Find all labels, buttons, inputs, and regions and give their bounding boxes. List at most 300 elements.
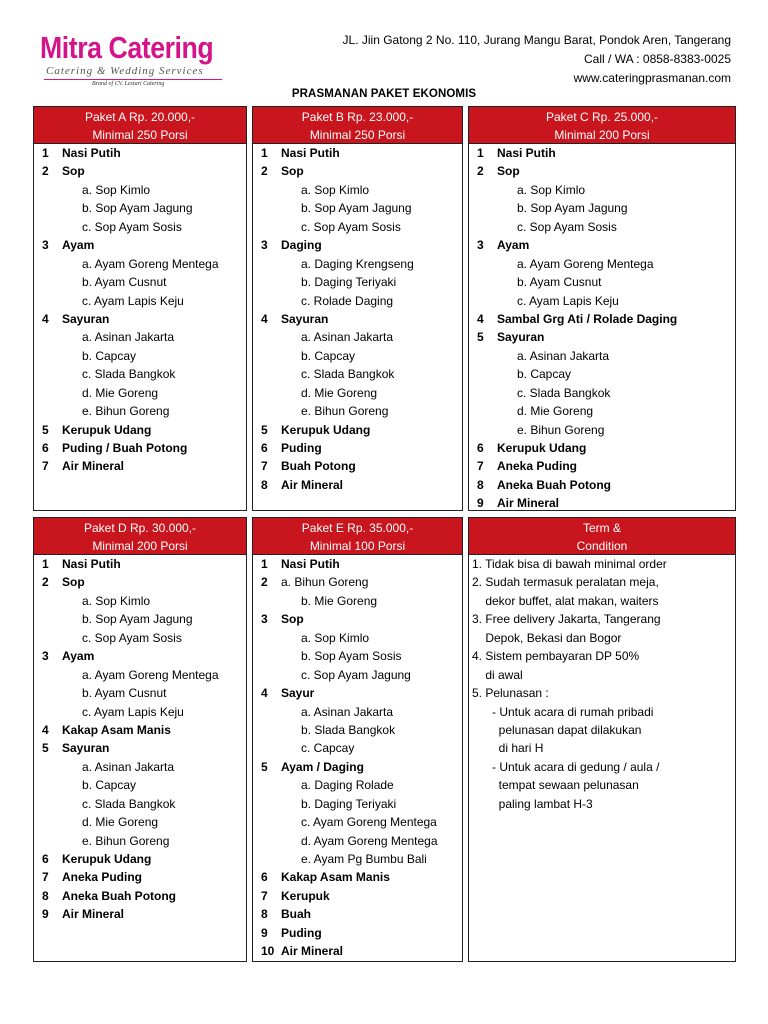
item-number: 6 (477, 441, 484, 455)
item-sublabel: d. Mie Goreng (82, 815, 159, 830)
list-item (34, 647, 246, 665)
item-sublabel: d. Mie Goreng (82, 385, 159, 400)
item-sublabel: b. Capcay (82, 348, 137, 363)
item-number: 7 (42, 459, 49, 474)
list-item (253, 218, 462, 236)
list-item (34, 850, 246, 868)
list-item (469, 476, 735, 494)
item-number (34, 703, 58, 721)
item-number (253, 647, 277, 665)
item-number: 8 (477, 477, 484, 492)
item-sublabel: b. Mie Goreng (301, 593, 378, 608)
item-number: 3 (261, 238, 268, 253)
item-number: 6 (261, 441, 268, 455)
item-number (253, 181, 277, 199)
item-number: 6 (42, 852, 49, 866)
list-item (253, 573, 462, 591)
list-item (34, 776, 246, 794)
item-number (34, 365, 58, 383)
list-item (253, 942, 462, 960)
terms-title-line2: Condition (576, 539, 628, 553)
item-label: Sayur (281, 686, 315, 701)
item-number (469, 292, 493, 310)
item-number: 8 (261, 477, 268, 492)
item-number: 9 (477, 496, 484, 511)
item-number (34, 181, 58, 199)
list-item (253, 795, 462, 813)
item-sublabel: d. Ayam Goreng Mentega (301, 833, 438, 848)
list-item (34, 236, 246, 254)
list-item (34, 758, 246, 776)
logo-divider (44, 79, 222, 80)
item-label: Ayam (62, 649, 95, 664)
list-item (34, 592, 246, 610)
item-number: 7 (42, 870, 49, 885)
item-label: Nasi Putih (281, 146, 340, 160)
terms-line: pelunasan dapat dilakukan (472, 722, 642, 737)
item-number: 3 (42, 238, 49, 253)
list-item (34, 555, 246, 573)
item-sublabel: b. Sop Ayam Jagung (82, 201, 193, 216)
item-number: 6 (42, 441, 49, 455)
list-item (253, 273, 462, 291)
item-label: Sop (281, 612, 304, 627)
item-sublabel: b. Daging Teriyaki (301, 275, 397, 290)
item-label: Ayam (62, 238, 95, 253)
list-item (253, 813, 462, 831)
list-item (253, 647, 462, 665)
item-number (34, 758, 58, 776)
item-number: 5 (261, 422, 268, 437)
list-item (253, 666, 462, 684)
item-number (253, 199, 277, 217)
list-item (34, 218, 246, 236)
list-item (469, 347, 735, 365)
item-sublabel: b. Sop Ayam Jagung (301, 201, 412, 216)
package-items (34, 555, 246, 924)
package-items (253, 555, 462, 961)
list-item (34, 292, 246, 310)
item-number (253, 347, 277, 365)
item-sublabel: a. Sop Kimlo (82, 593, 151, 608)
package-title: Paket A Rp. 20.000,- (84, 110, 196, 124)
item-sublabel: a. Sop Kimlo (301, 182, 370, 197)
list-item (469, 199, 735, 217)
package-minimum: Minimal 250 Porsi (309, 128, 406, 142)
item-number: 4 (261, 686, 268, 701)
item-sublabel: a. Asinan Jakarta (82, 330, 175, 345)
list-item (469, 236, 735, 254)
item-sublabel: d. Mie Goreng (517, 404, 594, 419)
list-item (253, 721, 462, 739)
list-item (34, 610, 246, 628)
list-item (34, 868, 246, 886)
item-number (469, 384, 493, 402)
item-label: Sop (497, 164, 520, 179)
item-number (34, 402, 58, 420)
item-sublabel: c. Ayam Goreng Mentega (301, 815, 437, 830)
list-item (253, 457, 462, 475)
list-item (253, 439, 462, 457)
package-header (253, 107, 462, 144)
item-number (253, 721, 277, 739)
item-label: Buah (281, 907, 311, 922)
item-number (34, 273, 58, 291)
item-sublabel: a. Asinan Jakarta (301, 704, 394, 719)
item-label: Air Mineral (62, 459, 125, 474)
item-number (253, 666, 277, 684)
list-item (253, 310, 462, 328)
item-number: 1 (261, 146, 268, 160)
item-label: Buah Potong (281, 459, 356, 474)
item-sublabel: e. Bihun Goreng (517, 422, 605, 437)
item-number (34, 592, 58, 610)
item-sublabel: d. Mie Goreng (301, 385, 378, 400)
list-item (469, 365, 735, 383)
item-sublabel: b. Sop Ayam Jagung (82, 612, 193, 627)
item-sublabel: e. Bihun Goreng (301, 404, 389, 419)
item-sublabel: b. Ayam Cusnut (82, 275, 167, 290)
terms-line: 2. Sudah termasuk peralatan meja, (472, 575, 659, 590)
terms-header (469, 518, 735, 555)
list-item (34, 421, 246, 439)
item-number: 7 (261, 888, 268, 903)
item-number: 2 (42, 164, 49, 179)
item-number (34, 776, 58, 794)
list-item (34, 181, 246, 199)
item-sublabel: b. Ayam Cusnut (82, 686, 167, 701)
list-item (253, 758, 462, 776)
package-items (469, 144, 735, 513)
terms-list (469, 555, 735, 813)
item-label: Aneka Puding (497, 459, 578, 474)
item-number (34, 666, 58, 684)
item-label: Sop (62, 575, 85, 590)
item-number (34, 795, 58, 813)
item-label: Kerupuk Udang (62, 852, 152, 866)
list-item (253, 832, 462, 850)
item-label: Puding / Buah Potong (62, 441, 188, 455)
item-number (253, 703, 277, 721)
item-label: Nasi Putih (62, 146, 121, 160)
list-item (253, 703, 462, 721)
item-number: 1 (42, 557, 49, 571)
item-number: 4 (477, 311, 484, 326)
contact-info (343, 31, 731, 88)
list-item (469, 457, 735, 475)
item-sublabel: c. Sop Ayam Sosis (82, 219, 182, 234)
item-label: Air Mineral (281, 944, 344, 959)
list-item (253, 555, 462, 573)
item-label: Nasi Putih (497, 146, 556, 160)
item-label: Sayuran (62, 311, 110, 326)
list-item (34, 905, 246, 923)
list-item (469, 494, 735, 512)
item-number (253, 776, 277, 794)
item-label: Sop (62, 164, 85, 179)
list-item (253, 236, 462, 254)
item-number: 2 (261, 575, 268, 590)
package-items (253, 144, 462, 494)
item-number (469, 421, 493, 439)
item-label: Sop (281, 164, 304, 179)
item-number: 8 (261, 907, 268, 922)
list-item (253, 739, 462, 757)
list-item (253, 684, 462, 702)
logo-brand: Brand of CV. Lestari Catering (92, 81, 165, 87)
list-item (469, 439, 735, 457)
list-item (469, 328, 735, 346)
list-item (469, 384, 735, 402)
package-minimum: Minimal 200 Porsi (92, 539, 188, 553)
list-item (253, 476, 462, 494)
item-number (253, 273, 277, 291)
item-sublabel: a. Sop Kimlo (517, 182, 586, 197)
item-label: Nasi Putih (62, 557, 121, 571)
item-number (469, 365, 493, 383)
list-item (253, 162, 462, 180)
list-item (253, 144, 462, 162)
list-item (34, 795, 246, 813)
item-number (34, 629, 58, 647)
item-number (253, 813, 277, 831)
list-item (253, 402, 462, 420)
item-label: Kakap Asam Manis (281, 870, 390, 885)
list-item (469, 255, 735, 273)
list-item (253, 384, 462, 402)
item-number (253, 402, 277, 420)
item-sublabel: e. Ayam Pg Bumbu Bali (301, 852, 427, 866)
list-item (253, 610, 462, 628)
package-title: Paket E Rp. 35.000,- (301, 521, 414, 535)
terms-line: - Untuk acara di gedung / aula / (472, 759, 660, 774)
item-label: Kerupuk (281, 888, 330, 903)
list-item (34, 832, 246, 850)
page-title: PRASMANAN PAKET EKONOMIS (291, 88, 477, 100)
item-label: Aneka Puding (62, 870, 143, 885)
item-sublabel: c. Ayam Lapis Keju (517, 293, 619, 308)
item-sublabel: a. Daging Rolade (301, 778, 394, 793)
item-label: Kerupuk Udang (281, 422, 371, 437)
item-label: Kakap Asam Manis (62, 722, 171, 737)
list-item (469, 218, 735, 236)
list-item (253, 850, 462, 868)
item-label: Ayam / Daging (281, 759, 364, 774)
list-item (253, 592, 462, 610)
item-number: 4 (42, 722, 49, 737)
item-sublabel: c. Sop Ayam Sosis (301, 219, 401, 234)
item-number (34, 832, 58, 850)
item-number (253, 255, 277, 273)
list-item (469, 162, 735, 180)
phone: Call / WA : 0858-8383-0025 (584, 52, 731, 66)
item-number: 3 (477, 238, 484, 253)
list-item (34, 273, 246, 291)
item-sublabel: b. Sop Ayam Sosis (301, 649, 402, 664)
item-number: 5 (42, 422, 49, 437)
item-number (253, 292, 277, 310)
item-sublabel: c. Slada Bangkok (301, 367, 395, 382)
terms-line: 3. Free delivery Jakarta, Tangerang (472, 612, 661, 627)
list-item (253, 629, 462, 647)
item-number (469, 181, 493, 199)
list-item (34, 402, 246, 420)
list-item (34, 199, 246, 217)
item-number: 7 (477, 459, 484, 474)
item-label: Ayam (497, 238, 530, 253)
item-sublabel: b. Slada Bangkok (301, 722, 396, 737)
list-item (253, 421, 462, 439)
terms-line: - Untuk acara di rumah pribadi (472, 704, 654, 719)
item-number (253, 795, 277, 813)
item-number (34, 684, 58, 702)
package-minimum: Minimal 200 Porsi (554, 128, 650, 142)
item-sublabel: c. Sop Ayam Sosis (82, 630, 182, 645)
terms-line: 1. Tidak bisa di bawah minimal order (472, 557, 667, 571)
item-sublabel: c. Slada Bangkok (82, 367, 176, 382)
item-number (253, 384, 277, 402)
item-sublabel: a. Ayam Goreng Mentega (82, 256, 219, 271)
terms-line: 5. Pelunasan : (472, 686, 549, 701)
list-item (34, 887, 246, 905)
terms-box (468, 517, 736, 962)
item-label: Sambal Grg Ati / Rolade Daging (497, 311, 678, 326)
list-item (253, 292, 462, 310)
item-number (34, 610, 58, 628)
item-sublabel: c. Sop Ayam Sosis (517, 219, 617, 234)
item-sublabel: b. Capcay (301, 348, 356, 363)
item-number (469, 273, 493, 291)
list-item (34, 457, 246, 475)
logo-title: Mitra Catering (40, 30, 214, 65)
list-item (469, 402, 735, 420)
list-item (253, 181, 462, 199)
list-item (34, 365, 246, 383)
item-sublabel: e. Bihun Goreng (82, 404, 170, 419)
item-label: Air Mineral (281, 477, 344, 492)
item-number: 4 (261, 311, 268, 326)
item-sublabel: a. Asinan Jakarta (82, 759, 175, 774)
item-sublabel: c. Rolade Daging (301, 293, 394, 308)
package-minimum: Minimal 250 Porsi (92, 128, 188, 142)
item-number (469, 255, 493, 273)
item-number (34, 255, 58, 273)
item-sublabel: c. Sop Ayam Jagung (301, 667, 411, 682)
item-number (253, 328, 277, 346)
item-number: 5 (477, 330, 484, 345)
list-item (253, 887, 462, 905)
package-a (33, 106, 247, 511)
item-number (253, 592, 277, 610)
item-sublabel: c. Ayam Lapis Keju (82, 293, 184, 308)
package-title: Paket B Rp. 23.000,- (301, 110, 414, 124)
address: JL. Jiin Gatong 2 No. 110, Jurang Mangu Barat, Pondok Aren, Tangerang (342, 33, 731, 47)
item-sublabel: c. Ayam Lapis Keju (82, 704, 184, 719)
item-number: 2 (477, 164, 484, 179)
item-number (253, 850, 277, 868)
item-number (469, 347, 493, 365)
package-header (469, 107, 735, 144)
item-sublabel: b. Capcay (517, 367, 572, 382)
item-number (469, 402, 493, 420)
list-item (34, 629, 246, 647)
package-minimum: Minimal 100 Porsi (309, 539, 406, 553)
item-sublabel: a. Ayam Goreng Mentega (517, 256, 654, 271)
terms-title-line1: Term & (582, 521, 621, 535)
item-label: Daging (281, 238, 322, 253)
terms-line: dekor buffet, alat makan, waiters (472, 593, 659, 608)
logo (40, 30, 240, 90)
item-label: Sayuran (497, 330, 545, 345)
list-item (253, 868, 462, 886)
item-number: 6 (261, 870, 268, 885)
list-item (253, 199, 462, 217)
list-item (34, 310, 246, 328)
item-number (253, 832, 277, 850)
list-item (469, 310, 735, 328)
item-number: 5 (42, 741, 49, 756)
package-d (33, 517, 247, 962)
package-header (253, 518, 462, 555)
item-sublabel: c. Slada Bangkok (82, 796, 176, 811)
terms-line: paling lambat H-3 (472, 796, 593, 811)
list-item (469, 421, 735, 439)
item-sublabel: a. Ayam Goreng Mentega (82, 667, 219, 682)
list-item (469, 144, 735, 162)
item-number: 2 (261, 164, 268, 179)
item-label: Air Mineral (62, 907, 125, 922)
list-item (34, 703, 246, 721)
item-sublabel: b. Capcay (82, 778, 137, 793)
item-label: Sayuran (62, 741, 110, 756)
terms-line: di awal (472, 667, 523, 682)
item-sublabel: b. Daging Teriyaki (301, 796, 397, 811)
list-item (469, 292, 735, 310)
item-number: 3 (42, 649, 49, 664)
list-item (34, 666, 246, 684)
list-item (34, 384, 246, 402)
item-number (34, 813, 58, 831)
item-number: 1 (477, 146, 484, 160)
list-item (253, 776, 462, 794)
package-title: Paket D Rp. 30.000,- (83, 521, 197, 535)
list-item (34, 162, 246, 180)
item-number (34, 292, 58, 310)
list-item (469, 273, 735, 291)
item-label: Aneka Buah Potong (62, 888, 177, 903)
item-label: a. Bihun Goreng (281, 575, 369, 590)
website: www.cateringprasmanan.com (573, 71, 731, 85)
item-label: Nasi Putih (281, 557, 340, 571)
package-items (34, 144, 246, 476)
item-label: Puding (281, 925, 322, 940)
list-item (469, 181, 735, 199)
item-number (34, 347, 58, 365)
item-sublabel: a. Asinan Jakarta (517, 348, 610, 363)
item-number: 2 (42, 575, 49, 590)
item-number (34, 328, 58, 346)
item-number: 7 (261, 459, 268, 474)
item-number (469, 218, 493, 236)
item-sublabel: b. Sop Ayam Jagung (517, 201, 628, 216)
item-number (34, 384, 58, 402)
list-item (253, 905, 462, 923)
list-item (34, 813, 246, 831)
item-number: 10 (261, 944, 275, 959)
item-number: 4 (42, 311, 49, 326)
item-label: Sayuran (281, 311, 329, 326)
item-number (253, 218, 277, 236)
